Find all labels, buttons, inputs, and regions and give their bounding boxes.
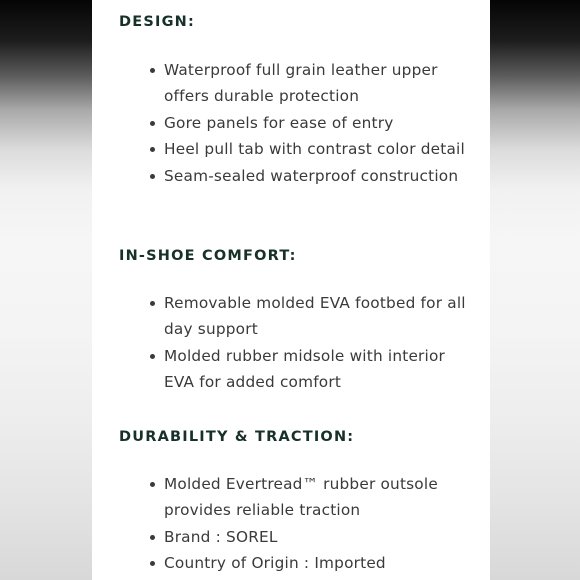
product-details-panel <box>92 0 490 580</box>
design-list <box>148 57 470 189</box>
bullet-dot-icon <box>150 147 155 152</box>
section-heading-design: DESIGN: <box>119 14 196 30</box>
list-item <box>148 136 470 162</box>
bullet-dot-icon <box>150 174 155 179</box>
list-item-text: Removable molded EVA footbed for all day support <box>164 294 466 339</box>
bullet-dot-icon <box>150 535 155 540</box>
list-item-text: Country of Origin : Imported <box>164 554 386 573</box>
list-item <box>148 524 470 550</box>
section-heading-in-shoe-comfort: IN-SHOE COMFORT: <box>119 248 297 264</box>
list-item <box>148 110 470 136</box>
list-item-text: Seam-sealed waterproof construction <box>164 166 459 185</box>
bullet-dot-icon <box>150 301 155 306</box>
bullet-dot-icon <box>150 561 155 566</box>
list-item <box>148 343 470 396</box>
list-item <box>148 163 470 189</box>
list-item-text: Molded Evertread™ rubber outsole provides reliable traction <box>164 475 438 520</box>
list-item <box>148 550 470 576</box>
list-item-text: Brand : SOREL <box>164 527 278 546</box>
list-item-text: Molded rubber midsole with interior EVA for added comfort <box>164 346 446 392</box>
in-shoe-comfort-list <box>148 290 470 396</box>
durability-traction-list <box>148 471 470 577</box>
bullet-dot-icon <box>150 482 155 487</box>
list-item-text: Heel pull tab with contrast color detail <box>164 140 465 159</box>
list-item-text: Gore panels for ease of entry <box>164 113 394 132</box>
list-item-text: Waterproof full grain leather upper offers durable protection <box>164 61 438 106</box>
bullet-dot-icon <box>150 354 155 359</box>
list-item <box>148 57 470 110</box>
list-item <box>148 471 470 524</box>
bullet-dot-icon <box>150 121 155 126</box>
bullet-dot-icon <box>150 68 155 73</box>
section-heading-durability-traction: DURABILITY & TRACTION: <box>119 429 355 445</box>
list-item <box>148 290 470 343</box>
